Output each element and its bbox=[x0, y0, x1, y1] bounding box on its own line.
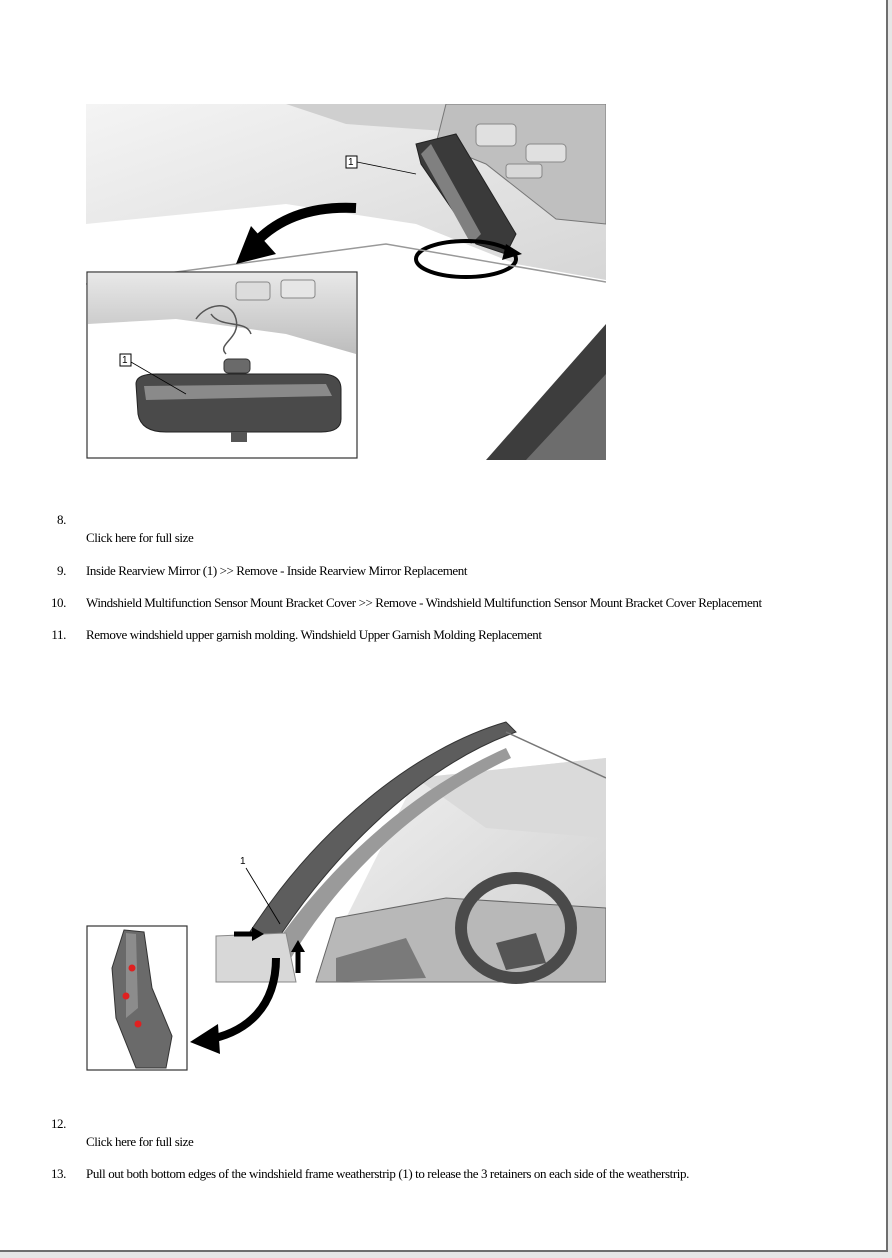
step-8 bbox=[36, 512, 836, 552]
step-text: Remove windshield upper garnish molding. Windshield Upper Garnish Molding Replacement bbox=[86, 627, 542, 642]
mirror-illustration-drawing bbox=[86, 104, 606, 460]
weatherstrip-illustration bbox=[86, 718, 606, 1074]
full-size-link[interactable]: Click here for full size bbox=[86, 530, 194, 545]
step-10 bbox=[36, 595, 856, 613]
step-number: 9. bbox=[57, 563, 66, 578]
step-11 bbox=[36, 627, 856, 645]
figure1-inset-callout: 1 bbox=[122, 355, 128, 366]
step-text: Windshield Multifunction Sensor Mount Bracket Cover >> Remove - Windshield Multifunction Sensor Mount Bracket Cover Replacement bbox=[86, 595, 762, 610]
weatherstrip-illustration-drawing bbox=[86, 718, 606, 1074]
step-number: 8. bbox=[57, 512, 66, 527]
figure2-callout: 1 bbox=[240, 856, 246, 867]
step-number: 12. bbox=[50, 1116, 66, 1131]
step-13 bbox=[36, 1166, 856, 1184]
step-number: 11. bbox=[51, 627, 66, 642]
figure1-callout: 1 bbox=[348, 157, 354, 168]
full-size-link[interactable]: Click here for full size bbox=[86, 1134, 194, 1149]
mirror-removal-illustration bbox=[86, 104, 606, 460]
step-text: Inside Rearview Mirror (1) >> Remove - Inside Rearview Mirror Replacement bbox=[86, 563, 468, 578]
step-number: 10. bbox=[50, 595, 66, 610]
step-text: Pull out both bottom edges of the windshield frame weatherstrip (1) to release the 3 retainers on each side of the weatherstrip. bbox=[86, 1166, 689, 1181]
step-12 bbox=[36, 1116, 836, 1156]
step-9 bbox=[36, 563, 856, 581]
step-number: 13. bbox=[50, 1166, 66, 1181]
